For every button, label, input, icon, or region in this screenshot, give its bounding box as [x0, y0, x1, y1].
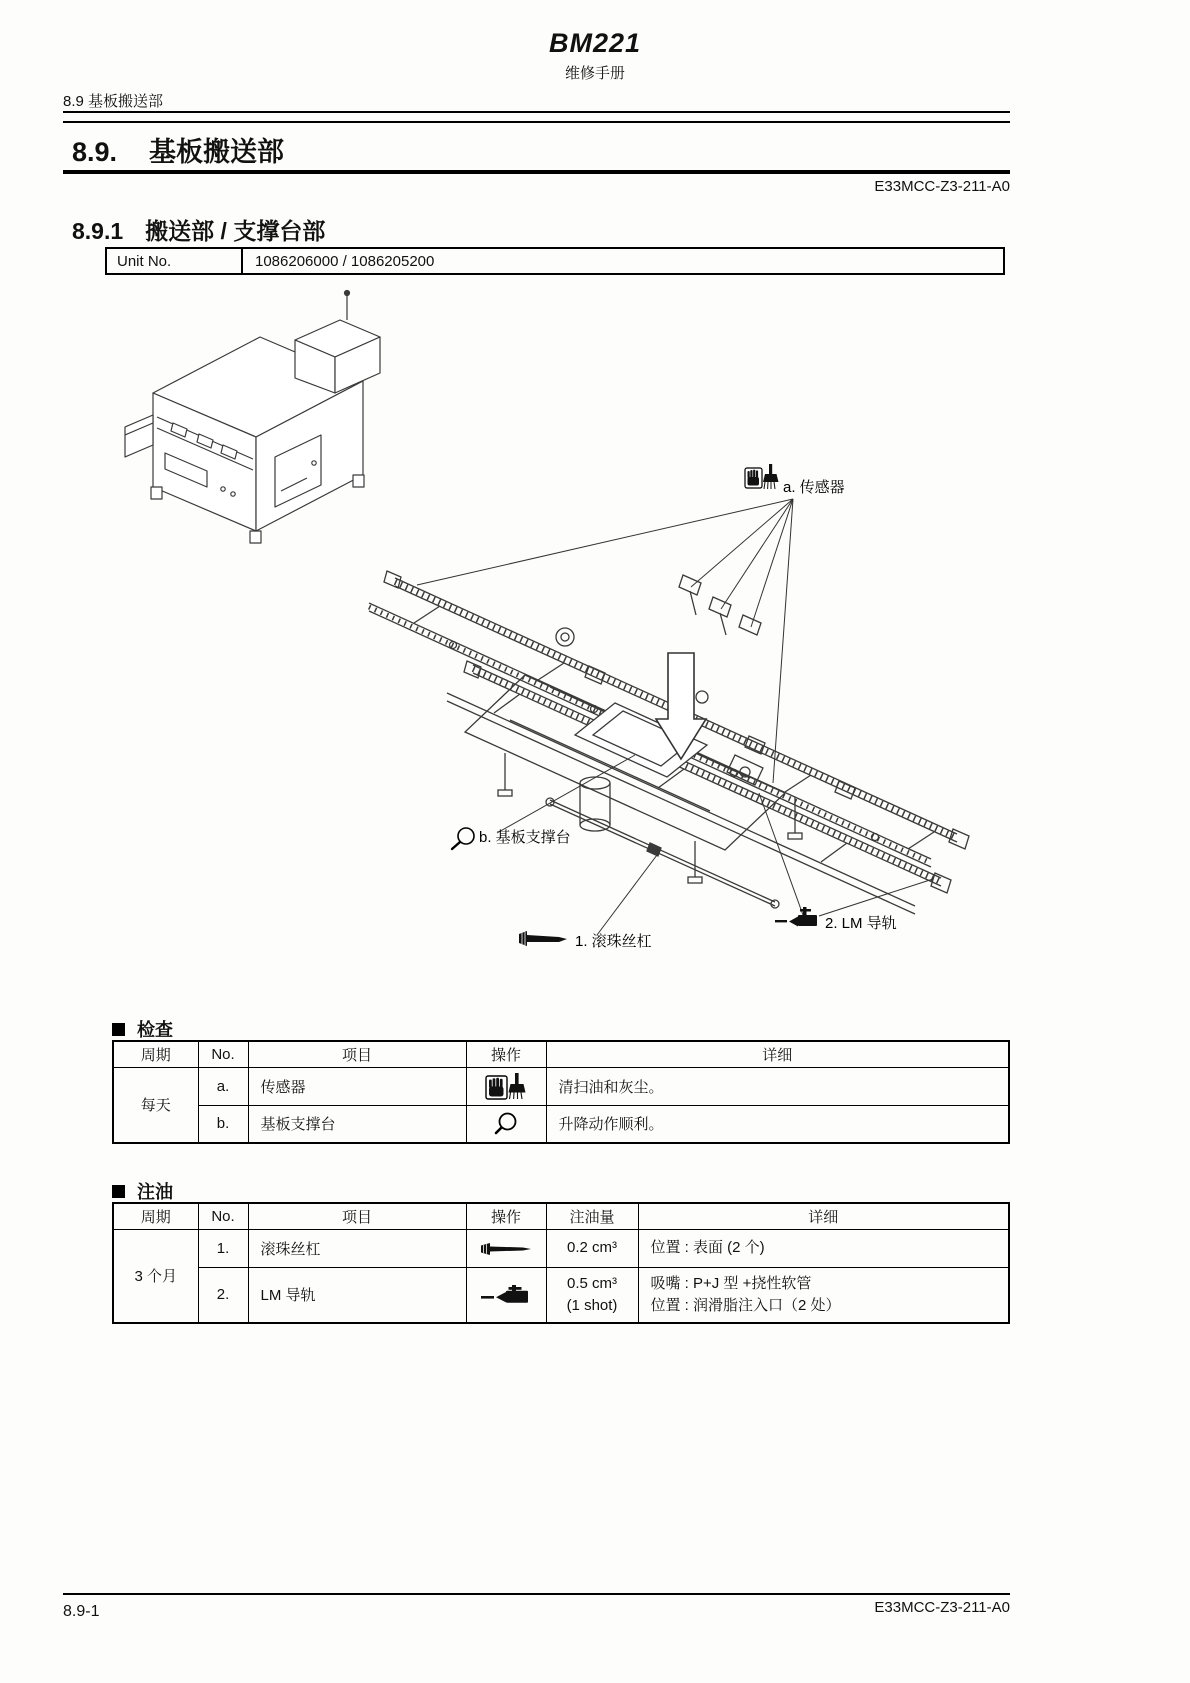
lubrication-heading-label: 注油: [137, 1182, 173, 1202]
section-title: 基板搬送部: [149, 137, 285, 167]
inspection-heading: [112, 1016, 173, 1042]
hand-brush-icon: [485, 1072, 527, 1100]
unit-no-table: [105, 247, 1005, 275]
divider: [63, 170, 1010, 174]
amount-cell: [546, 1229, 638, 1267]
inspection-header-row: [113, 1041, 1009, 1067]
no-cell: b.: [198, 1105, 248, 1143]
lubrication-heading: [112, 1178, 173, 1204]
amount-line: 0.2 cm³: [566, 1239, 617, 1257]
lubrication-table: [112, 1202, 1010, 1324]
col-header-period: 周期: [113, 1041, 198, 1067]
inspection-table: [112, 1040, 1010, 1144]
divider: [63, 1593, 1010, 1595]
operation-cell: [466, 1267, 546, 1323]
magnifier-icon: [452, 828, 474, 849]
diagram-callout-1: 1. 滚珠丝杠: [575, 933, 652, 950]
footer-doc-code: E33MCC-Z3-211-A0: [874, 1599, 1010, 1616]
machine-overview-illustration: [125, 291, 380, 544]
unit-no-value: 1086206000 / 1086205200: [255, 252, 435, 270]
no-cell: 2.: [198, 1267, 248, 1323]
col-header-detail: 详细: [638, 1203, 1009, 1229]
col-header-item: 项目: [248, 1203, 466, 1229]
period-cell: 3 个月: [113, 1229, 198, 1323]
conveyor-assembly-illustration: [369, 571, 969, 914]
amount-line: (1 shot): [566, 1296, 618, 1314]
table-row: [113, 1067, 1009, 1105]
no-cell: a.: [198, 1067, 248, 1105]
technical-diagram: [95, 285, 1010, 1005]
no-cell: 1.: [198, 1229, 248, 1267]
detail-cell: [638, 1229, 1009, 1267]
unit-no-label: Unit No.: [107, 249, 243, 273]
inspection-heading-label: 检查: [137, 1020, 173, 1040]
detail-cell: [638, 1267, 1009, 1323]
amount-line: 0.5 cm³: [566, 1275, 617, 1292]
doc-code: E33MCC-Z3-211-A0: [874, 178, 1010, 195]
subsection-title: 搬送部 / 支撑台部: [145, 218, 326, 244]
divider: [63, 111, 1010, 113]
section-number: 8.9.: [72, 137, 118, 167]
diagram-callout-2: 2. LM 导轨: [825, 915, 897, 932]
table-row: [113, 1229, 1009, 1267]
diagram-callout-b: b. 基板支撑台: [479, 829, 571, 846]
subsection-heading: [72, 213, 325, 246]
doc-subtitle: 维修手册: [564, 65, 625, 82]
col-header-detail: 详细: [546, 1041, 1009, 1067]
item-cell: LM 导轨: [248, 1267, 466, 1323]
grease-gun-icon: [480, 1284, 532, 1306]
running-header: 8.9 基板搬送部: [63, 93, 164, 110]
item-cell: 滚珠丝杠: [248, 1229, 466, 1267]
col-header-operation: 操作: [466, 1203, 546, 1229]
operation-cell: [466, 1105, 546, 1143]
grease-gun-icon: [775, 907, 817, 927]
col-header-item: 项目: [248, 1041, 466, 1067]
section-heading: [72, 130, 284, 169]
operation-cell: [466, 1229, 546, 1267]
col-header-operation: 操作: [466, 1041, 546, 1067]
col-header-amount: 注油量: [546, 1203, 638, 1229]
col-header-no: No.: [198, 1203, 248, 1229]
table-row: [113, 1105, 1009, 1143]
period-cell: 每天: [113, 1067, 198, 1143]
col-header-no: No.: [198, 1041, 248, 1067]
square-bullet-icon: [112, 1023, 125, 1036]
brush-icon: [519, 931, 567, 946]
square-bullet-icon: [112, 1185, 125, 1198]
detail-line: 吸嘴 : P+J 型 +挠性软管: [650, 1275, 812, 1292]
detail-line: 位置 : 润滑脂注入口（2 处）: [650, 1296, 841, 1314]
brush-icon: [479, 1241, 533, 1257]
lubrication-header-row: [113, 1203, 1009, 1229]
subsection-number: 8.9.1: [72, 218, 124, 244]
magnifier-icon: [493, 1111, 519, 1137]
doc-title: BM221: [548, 28, 642, 58]
amount-cell: [546, 1267, 638, 1323]
operation-cell: [466, 1067, 546, 1105]
item-cell: 传感器: [248, 1067, 466, 1105]
item-cell: 基板支撑台: [248, 1105, 466, 1143]
diagram-callout-a: a. 传感器: [783, 479, 845, 496]
divider: [63, 121, 1010, 123]
col-header-period: 周期: [113, 1203, 198, 1229]
table-row: [113, 1267, 1009, 1323]
detail-line: 位置 : 表面 (2 个): [650, 1239, 765, 1257]
detail-cell: 清扫油和灰尘。: [546, 1067, 1009, 1105]
detail-cell: 升降动作顺利。: [546, 1105, 1009, 1143]
page-number: 8.9-1: [63, 1603, 100, 1620]
hand-brush-icon: [745, 464, 779, 489]
